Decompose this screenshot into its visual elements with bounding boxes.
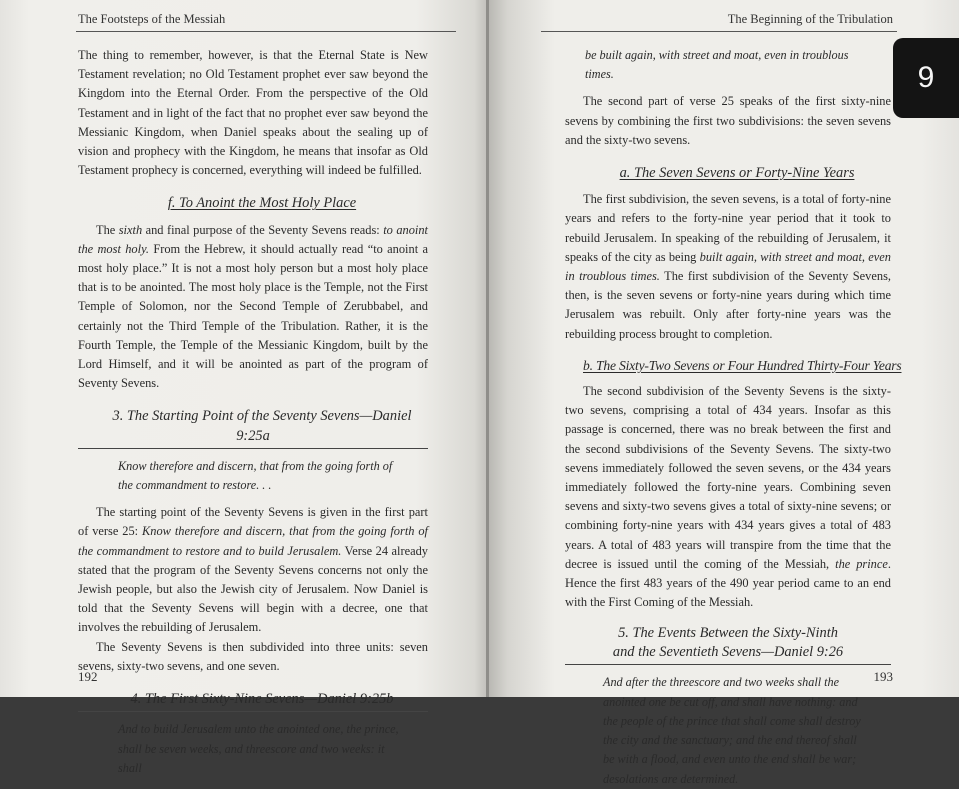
right-page-number: 193 [873, 669, 893, 684]
text-run-italic: Know therefore and discern, that from the going forth of the commandment to restore and to build Jerusalem. [78, 524, 428, 558]
text-run-italic: to anoint the most holy. [78, 222, 428, 256]
section-f-title: f. To Anoint the Most Holy Place [167, 195, 357, 212]
text-run: From the Hebrew, it should actually read “to anoint a most holy place.” It is not a most holy person but a most holy place that is to be anointed. The most holy place is the Temple, not the First Temple of Solomon, nor the Second Temple of Zerubbabel, and certainly not the Third Temple of the Tribulation. Rather, it is the Fourth Temple, the Temple of the Messianic Kingdom, built by the Lord Himself, and it will be anointed as part of the program of Seventy Sevens. [78, 241, 428, 391]
section-3-paragraph-2: The Seventy Sevens is then subdivided into three units: seven sevens, sixty-two sevens, and one seven. [78, 639, 428, 673]
section-f-paragraph [78, 221, 428, 394]
section-4-quote: And to build Jerusalem unto the anointed one, the prince, shall be seven weeks, and threescore and two weeks: it shall [118, 722, 399, 775]
chapter-tab: 9 [893, 38, 959, 118]
section-a-title: a. The Seven Sevens or Forty-Nine Years [619, 165, 855, 182]
quote-continuation: be built again, with street and moat, even in troublous times. [585, 48, 849, 82]
text-run: and final purpose of the Seventy Sevens reads: [142, 222, 384, 237]
section-b-paragraph [565, 382, 891, 612]
right-running-head: The Beginning of the Tribulation [727, 12, 893, 26]
section-5-quote: And after the threescore and two weeks shall the anointed one be cut off, and shall have nothing: and the people of the prince that shall come shall destroy the city and the sanctuary; and the end thereof shall be with a flood, and even unto the end shall be war; desolations are determined. [603, 675, 861, 786]
section-3-title: 3. The Starting Point of the Seventy Sevens—Daniel 9:25a [78, 407, 428, 448]
text-run: The first subdivision, the seven sevens, is a total of forty-nine years and refers to the forty-nine year period that it took to rebuild Jerusalem. In speaking of the rebuilding of Jerusalem, it speaks of the city as being [565, 192, 891, 264]
right-page [489, 0, 959, 786]
section-b-title: b. The Sixty-Two Sevens or Four Hundred Thirty-Four Years [583, 357, 902, 373]
section-5-title-line-2: and the Seventieth Sevens—Daniel 9:26 [565, 643, 891, 665]
intro-paragraph: The thing to remember, however, is that the Eternal State is New Testament revelation; no Old Testament prophet ever saw beyond the Kingdom into the Eternal Order. From the perspective of the Old Testament and in light of the fact that no prophet ever saw beyond the Messianic Kingdom, when Daniel speaks about the sealing up of vision and prophecy with the Kingdom, he means that insofar as Old Testament prophecy is concerned, everything will indeed be fulfilled. [78, 48, 428, 178]
section-a-paragraph [565, 190, 891, 344]
section-3-paragraph-1 [78, 503, 428, 637]
left-page-number: 192 [78, 669, 98, 684]
right-column [565, 46, 902, 789]
text-run: Verse 24 already stated that the program of the Seventy Sevens concerns not only the Jewish people, but also the Jewish city of Jerusalem. Now Daniel is told that the Seventy Sevens will begin with a decree, one that involves the rebuilding of Jerusalem. [78, 543, 428, 635]
text-run-italic: sixth [118, 222, 143, 237]
text-run: The first subdivision of the Seventy Sevens, then, is the seven sevens or forty-nine years during which time Jerusalem was rebuilt. Only after forty-nine years was the rebuilding process brought to completion. [565, 269, 891, 341]
second-part-paragraph: The second part of verse 25 speaks of the first sixty-nine sevens by combining the first two subdivisions: the seven sevens and the sixty-two sevens. [565, 94, 891, 147]
text-run: The second subdivision of the Seventy Sevens is the sixty-two sevens, comprising a total of 434 years. Insofar as this passage is concerned, there was no break between the first and the second subdivisions of the Seventy Sevens. The sixty-two sevens immediately followed the seven sevens, or the 434 years immediately followed the forty-nine years. Combining seven sevens and sixty-two sevens gives a total of sixty-nine sevens; or combining forty-nine years with 434 years gives a total of 483 years. A total of 483 years will transpire from the time that the decree is issued until the coming of the Messiah, [565, 384, 891, 571]
text-run: The [96, 222, 119, 237]
section-3-quote: Know therefore and discern, that from the going forth of the commandment to restore. . . [118, 458, 393, 493]
right-head-rule [541, 31, 897, 32]
section-5-title-line-1: 5. The Events Between the Sixty-Ninth [618, 625, 838, 642]
section-4-title: 4. The First Sixty-Nine Sevens—Daniel 9:25b [78, 690, 428, 712]
section-5-title [565, 624, 891, 665]
text-run-italic: built again, with street and moat, even in troublous times. [565, 249, 891, 284]
text-run-italic: the prince [835, 556, 888, 571]
left-running-head: The Footsteps of the Messiah [78, 12, 226, 26]
text-run: . Hence the first 483 years of the 490 year period came to an end with the First Coming of the Messiah. [565, 556, 891, 610]
left-column [78, 46, 428, 778]
text-run: The starting point of the Seventy Sevens is given in the first part of verse 25: [78, 505, 428, 539]
left-head-rule [76, 31, 456, 32]
